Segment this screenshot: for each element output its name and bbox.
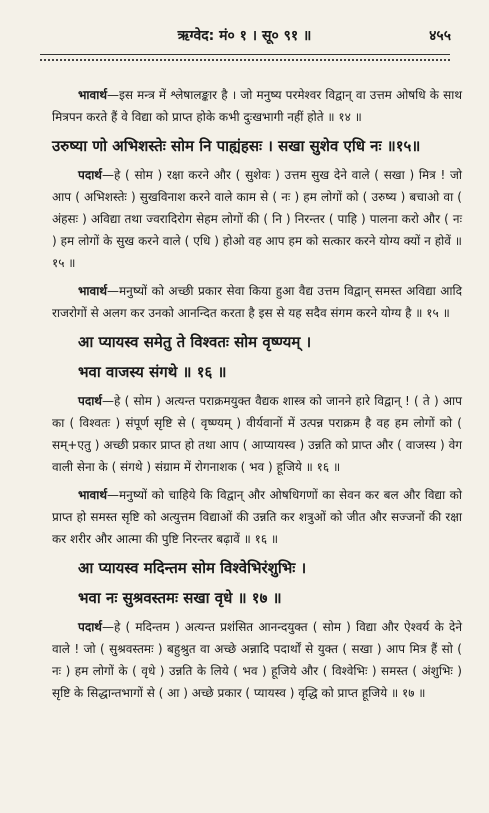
page-number: ४५५ [429,28,451,44]
padarth-text: —हे ( सोम ) अत्यन्त पराक्रमयुक्त वैद्यक शास्त्र को जानने हारे विद्वान् ! ( ते ) आप का ( विश्वतः ) संपूर्ण सृष्टि से ( वृष्ण्यम् ) वीर्यवानों में उत्पन्न पराक्रम है वह हम लोगों को ( सम्+एतु ) अच्छी प्रकार प्राप्त हो तथा आप ( आप्यायस्व ) उन्नति को प्राप्त और ( वाजस्य ) वेग वाली सेना के ( संगथे ) संग्राम में रोगनाशक ( भव ) हूजिये ॥ १६ ॥ [52,394,462,474]
padarth-label: पदार्थ [78,620,102,634]
mantra-17-line-2: भवा नः सुश्रवस्तमः सखा वृधे ॥ १७ ॥ [78,589,282,607]
padarth-text: —हे ( सोम ) रक्षा करने और ( सुशेवः ) उत्तम सुख देने वाले ( सखा ) मित्र ! जो आप ( अभिशस्तेः ) सुखविनाश करने वाले काम से ( नः ) हम लोगों को ( उरुष्य ) बचाओ वा ( अंहसः ) अविद्या तथा ज्वरादिरोग सेहम लोगों की ( नि ) निरन्तर ( पाहि ) पालना करो और ( नः ) हम लोगों के सुख करने वाले ( एधि ) होओ वह आप हम को सत्कार करने योग्य क्यों न होवें ॥ १५ ॥ [52,168,462,270]
page-header [0,26,489,50]
mantra-16-line-1: आ प्यायस्व समेतु ते विश्वतः सोम वृष्ण्यम् । [78,333,312,351]
padarth-17 [52,616,462,704]
padarth-text: —हे ( मदिन्तम ) अत्यन्त प्रशंसित आनन्दयुक्त ( सोम ) विद्या और ऐश्वर्य के देने वाले ! जो ( सुश्रवस्तमः ) बहुश्रुत वा अच्छे अन्नादि पदार्थों से युक्त ( सखा ) आप मित्र हैं सो ( नः ) हम लोगों के ( वृधे ) उन्नति के लिये ( भव ) हूजिये और ( विश्वेभिः ) समस्त ( अंशुभिः ) सृष्टि के सिद्धान्तभागों से ( आ ) अच्छे प्रकार ( प्यायस्व ) वृद्धि को प्राप्त हूजिये ॥ १७ ॥ [52,620,462,700]
mantra-16-line-2: भवा वाजस्य संगथे ॥ १६ ॥ [78,363,227,381]
bhavarth-text: —मनुष्यों को चाहिये कि विद्वान् और ओषधिगणों का सेवन कर बल और विद्या को प्राप्त हो समस्त सृष्टि को अत्युत्तम विद्याओं की उन्नति कर शत्रुओं को जीत और सज्जनों की रक्षा कर शरीर और आत्मा की पुष्टि निरन्तर बढ़ावें ॥ १६ ॥ [52,488,462,546]
bhavarth-text: —मनुष्यों को अच्छी प्रकार सेवा किया हुआ वैद्य उत्तम विद्वान् समस्त अविद्या आदि राजरोगों से अलग कर उनको आनन्दित करता है इस से यह सदैव संगम करने योग्य है ॥ १५ ॥ [52,284,462,320]
bhavarth-15 [52,280,462,324]
header-divider [40,54,450,67]
running-head: ऋग्वेद: मं० १ । सू० ९१ ॥ [177,28,312,44]
bhavarth-label: भावार्थ [78,88,107,102]
bhavarth-14 [52,84,462,128]
bhavarth-text: —इस मन्त्र में श्लेषालङ्कार है । जो मनुष्य परमेश्वर विद्वान् वा उत्तम ओषधि के साथ मित्रपन करते हैं वे विद्या को प्राप्त होके कभी दुःखभागी नहीं होते ॥ १४ ॥ [52,88,462,124]
bhavarth-16 [52,484,462,550]
padarth-16 [52,390,462,478]
padarth-15 [52,164,462,274]
mantra-17-line-1: आ प्यायस्व मदिन्तम सोम विश्वेभिरंशुभिः । [78,559,307,577]
bhavarth-label: भावार्थ [78,488,107,502]
mantra-15: उरुष्या णो अभिशस्तेः सोम नि पाह्यंहसः । सखा सुशेव एधि नः ॥१५॥ [52,137,421,155]
padarth-label: पदार्थ [78,394,102,408]
page-content [52,84,462,710]
bhavarth-label: भावार्थ [78,284,107,298]
padarth-label: पदार्थ [78,168,102,182]
